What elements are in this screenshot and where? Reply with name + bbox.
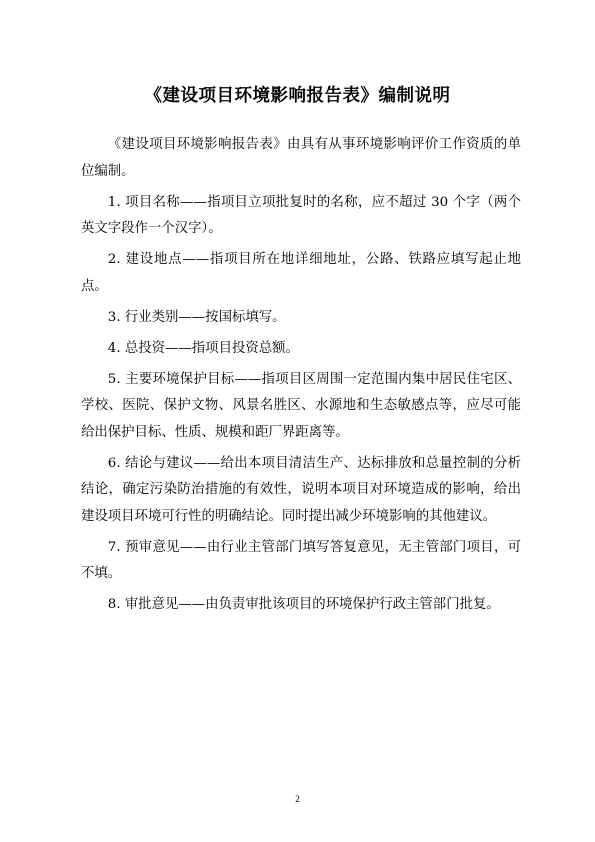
item-approval: 8. 审批意见——由负责审批该项目的环境保护行政主管部门批复。 [107, 597, 500, 612]
item-pre-review: 7. 预审意见——由行业主管部门填写答复意见，无主管部门项目，可不填。 [81, 539, 521, 581]
item-industry-category: 3. 行业类别——按国标填写。 [107, 309, 286, 325]
item-protection-targets: 5. 主要环境保护目标——指项目区周围一定范围内集中居民住宅区、学校、医院、保护文物、风景名胜区、水源地和生态敏感点等，应尽可能给出保护目标、性质、规模和距厂界距离等。 [81, 371, 521, 440]
item-total-investment: 4. 总投资——指项目投资总额。 [107, 340, 299, 356]
intro-paragraph: 《建设项目环境影响报告表》由具有从事环境影响评价工作资质的单位编制。 [81, 137, 521, 179]
item-project-name: 1. 项目名称——指项目立项批复时的名称，应不超过 30 个字（两个英文字段作一个汉字）。 [81, 194, 521, 236]
item-construction-site: 2. 建设地点——指项目所在地详细地址，公路、铁路应填写起止地点。 [81, 252, 521, 294]
instructions-body [81, 132, 521, 623]
item-conclusions: 6. 结论与建议——给出本项目清洁生产、达标排放和总量控制的分析结论，确定污染防治措施的有效性，说明本项目对环境造成的影响，给出建设项目环境可行性的明确结论。同时提出减少环境影响的其他建议。 [81, 455, 521, 524]
page-title: 《建设项目环境影响报告表》编制说明 [144, 86, 451, 106]
page-number: 2 [295, 794, 300, 804]
